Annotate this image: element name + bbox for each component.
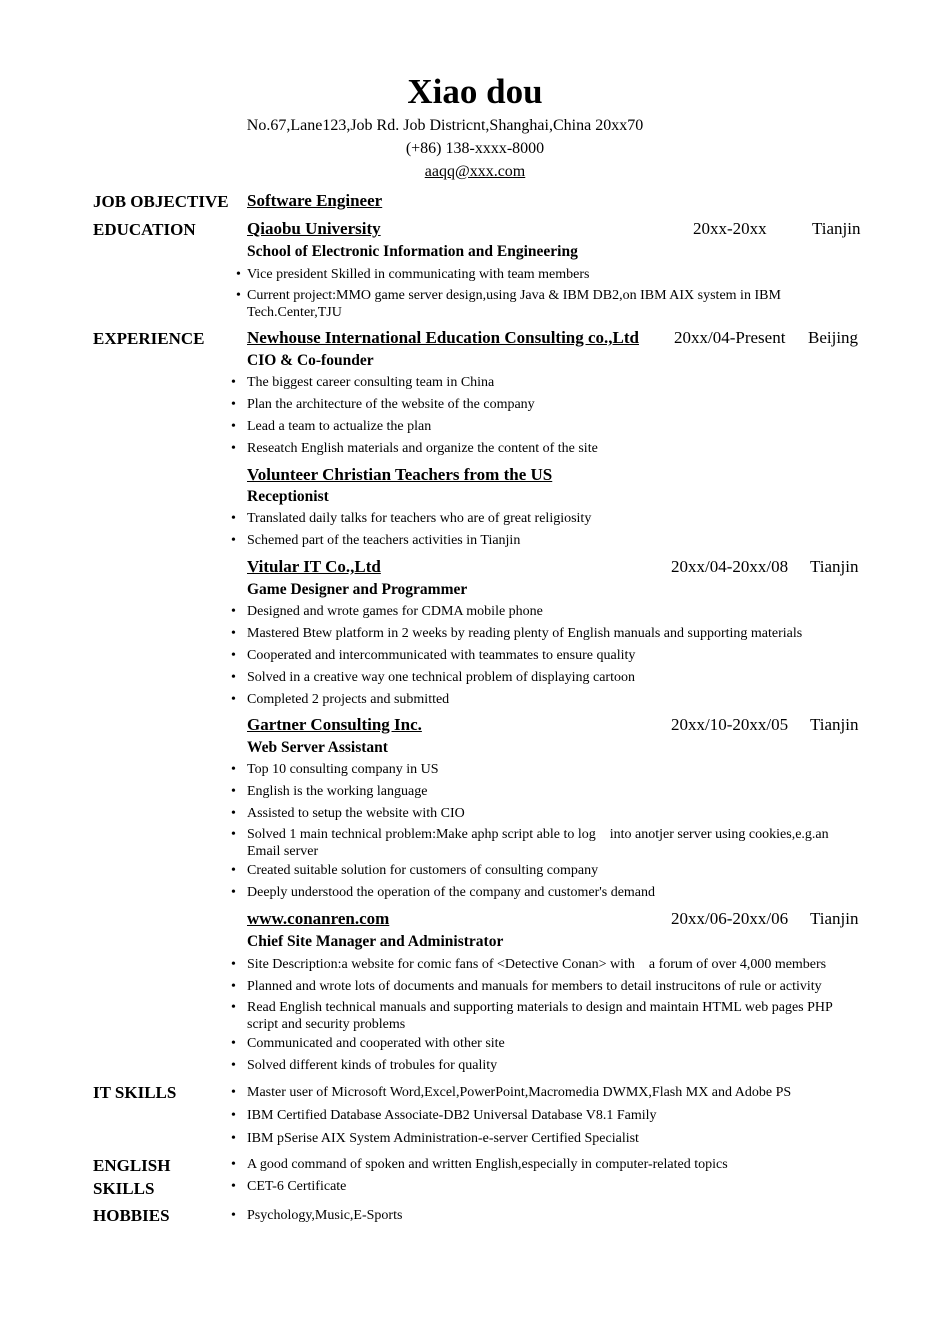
job-location: Beijing — [808, 328, 859, 347]
objective-value: Software Engineer — [247, 191, 383, 210]
list-item: • Mastered Btew platform in 2 weeks by reading plenty of English manuals and supporting materials — [247, 625, 857, 642]
list-item: • Reseatch English materials and organize the content of the site — [247, 440, 857, 457]
list-item: • Top 10 consulting company in US — [247, 761, 857, 778]
list-item: • The biggest career consulting team in China — [247, 374, 857, 391]
job-role: Game Designer and Programmer — [247, 581, 468, 598]
list-item: • IBM Certified Database Associate-DB2 Universal Database V8.1 Family — [247, 1107, 857, 1124]
job-dates: 20xx/10-20xx/05 — [671, 715, 789, 734]
list-item: • Schemed part of the teachers activities in Tianjin — [247, 532, 857, 549]
list-item: • Psychology,Music,E-Sports — [247, 1207, 857, 1224]
section-label-it-skills: IT SKILLS — [93, 1083, 177, 1102]
job-role: Receptionist — [247, 488, 329, 505]
list-item: • IBM pSerise AIX System Administration-e-server Certified Specialist — [247, 1130, 857, 1147]
list-item: • Assisted to setup the website with CIO — [247, 805, 857, 822]
job-role: CIO & Co-founder — [247, 352, 374, 369]
list-item: • CET-6 Certificate — [247, 1178, 857, 1195]
list-item: • A good command of spoken and written English,especially in computer-related topics — [247, 1156, 857, 1173]
list-item: • Site Description:a website for comic fans of <Detective Conan> with a forum of over 4,000 members — [247, 956, 857, 973]
email-link[interactable]: aaqq@xxx.com — [424, 163, 526, 180]
list-item: • Solved different kinds of trobules for quality — [247, 1057, 857, 1074]
job-location: Tianjin — [810, 909, 859, 928]
list-item: • English is the working language — [247, 783, 857, 800]
education-location: Tianjin — [812, 219, 861, 238]
list-item: • Translated daily talks for teachers who are of great religiosity — [247, 510, 857, 527]
list-item: • Master user of Microsoft Word,Excel,PowerPoint,Macromedia DWMX,Flash MX and Adobe PS — [247, 1084, 857, 1101]
section-label-hobbies: HOBBIES — [93, 1206, 170, 1225]
list-item: • Designed and wrote games for CDMA mobile phone — [247, 603, 857, 620]
list-item: • Current project:MMO game server design,using Java & IBM DB2,on IBM AIX system in IBM Tech.Center,TJU — [247, 287, 807, 321]
list-item: • Plan the architecture of the website of the company — [247, 396, 857, 413]
education-dates: 20xx-20xx — [693, 219, 767, 238]
list-item: • Lead a team to actualize the plan — [247, 418, 857, 435]
list-item: • Deeply understood the operation of the company and customer's demand — [247, 884, 857, 901]
list-item: • Planned and wrote lots of documents and manuals for members to detail instrucitons of rule or activity — [247, 978, 857, 995]
list-item: • Communicated and cooperated with other site — [247, 1035, 857, 1052]
education-faculty: School of Electronic Information and Engineering — [247, 243, 578, 260]
job-org: Newhouse International Education Consulting co.,Ltd — [247, 328, 640, 347]
section-label-education: EDUCATION — [93, 220, 196, 239]
job-org: Vitular IT Co.,Ltd — [247, 557, 381, 576]
candidate-name: Xiao dou — [407, 72, 543, 111]
list-item: • Solved 1 main technical problem:Make aphp script able to log into anotjer server using cookies,e.g.an Email server — [247, 826, 852, 860]
job-dates: 20xx/04-20xx/08 — [671, 557, 789, 576]
list-item: • Cooperated and intercommunicated with teammates to ensure quality — [247, 647, 857, 664]
job-dates: 20xx/06-20xx/06 — [671, 909, 789, 928]
phone: (+86) 138-xxxx-8000 — [405, 140, 545, 157]
list-item: • Vice president Skilled in communicating with team members — [247, 266, 857, 283]
job-role: Chief Site Manager and Administrator — [247, 933, 504, 950]
section-label-objective: JOB OBJECTIVE — [93, 192, 229, 211]
address: No.67,Lane123,Job Rd. Job Districnt,Shanghai,China 20xx70 — [246, 117, 644, 134]
section-label-experience: EXPERIENCE — [93, 329, 205, 348]
list-item: • Solved in a creative way one technical problem of displaying cartoon — [247, 669, 857, 686]
job-org: Volunteer Christian Teachers from the US — [247, 465, 553, 484]
job-role: Web Server Assistant — [247, 739, 388, 756]
section-label-english-skills-line2: SKILLS — [93, 1179, 155, 1198]
job-location: Tianjin — [810, 715, 859, 734]
job-org-link[interactable]: www.conanren.com — [247, 909, 390, 928]
job-location: Tianjin — [810, 557, 859, 576]
education-school: Qiaobu University — [247, 219, 381, 238]
section-label-english-skills: ENGLISH — [93, 1156, 171, 1175]
job-org: Gartner Consulting Inc. — [247, 715, 422, 734]
list-item: • Created suitable solution for customers of consulting company — [247, 862, 857, 879]
list-item: • Read English technical manuals and supporting materials to design and maintain HTML web pages PHP script and security problems — [247, 999, 857, 1033]
list-item: • Completed 2 projects and submitted — [247, 691, 857, 708]
job-dates: 20xx/04-Present — [674, 328, 786, 347]
